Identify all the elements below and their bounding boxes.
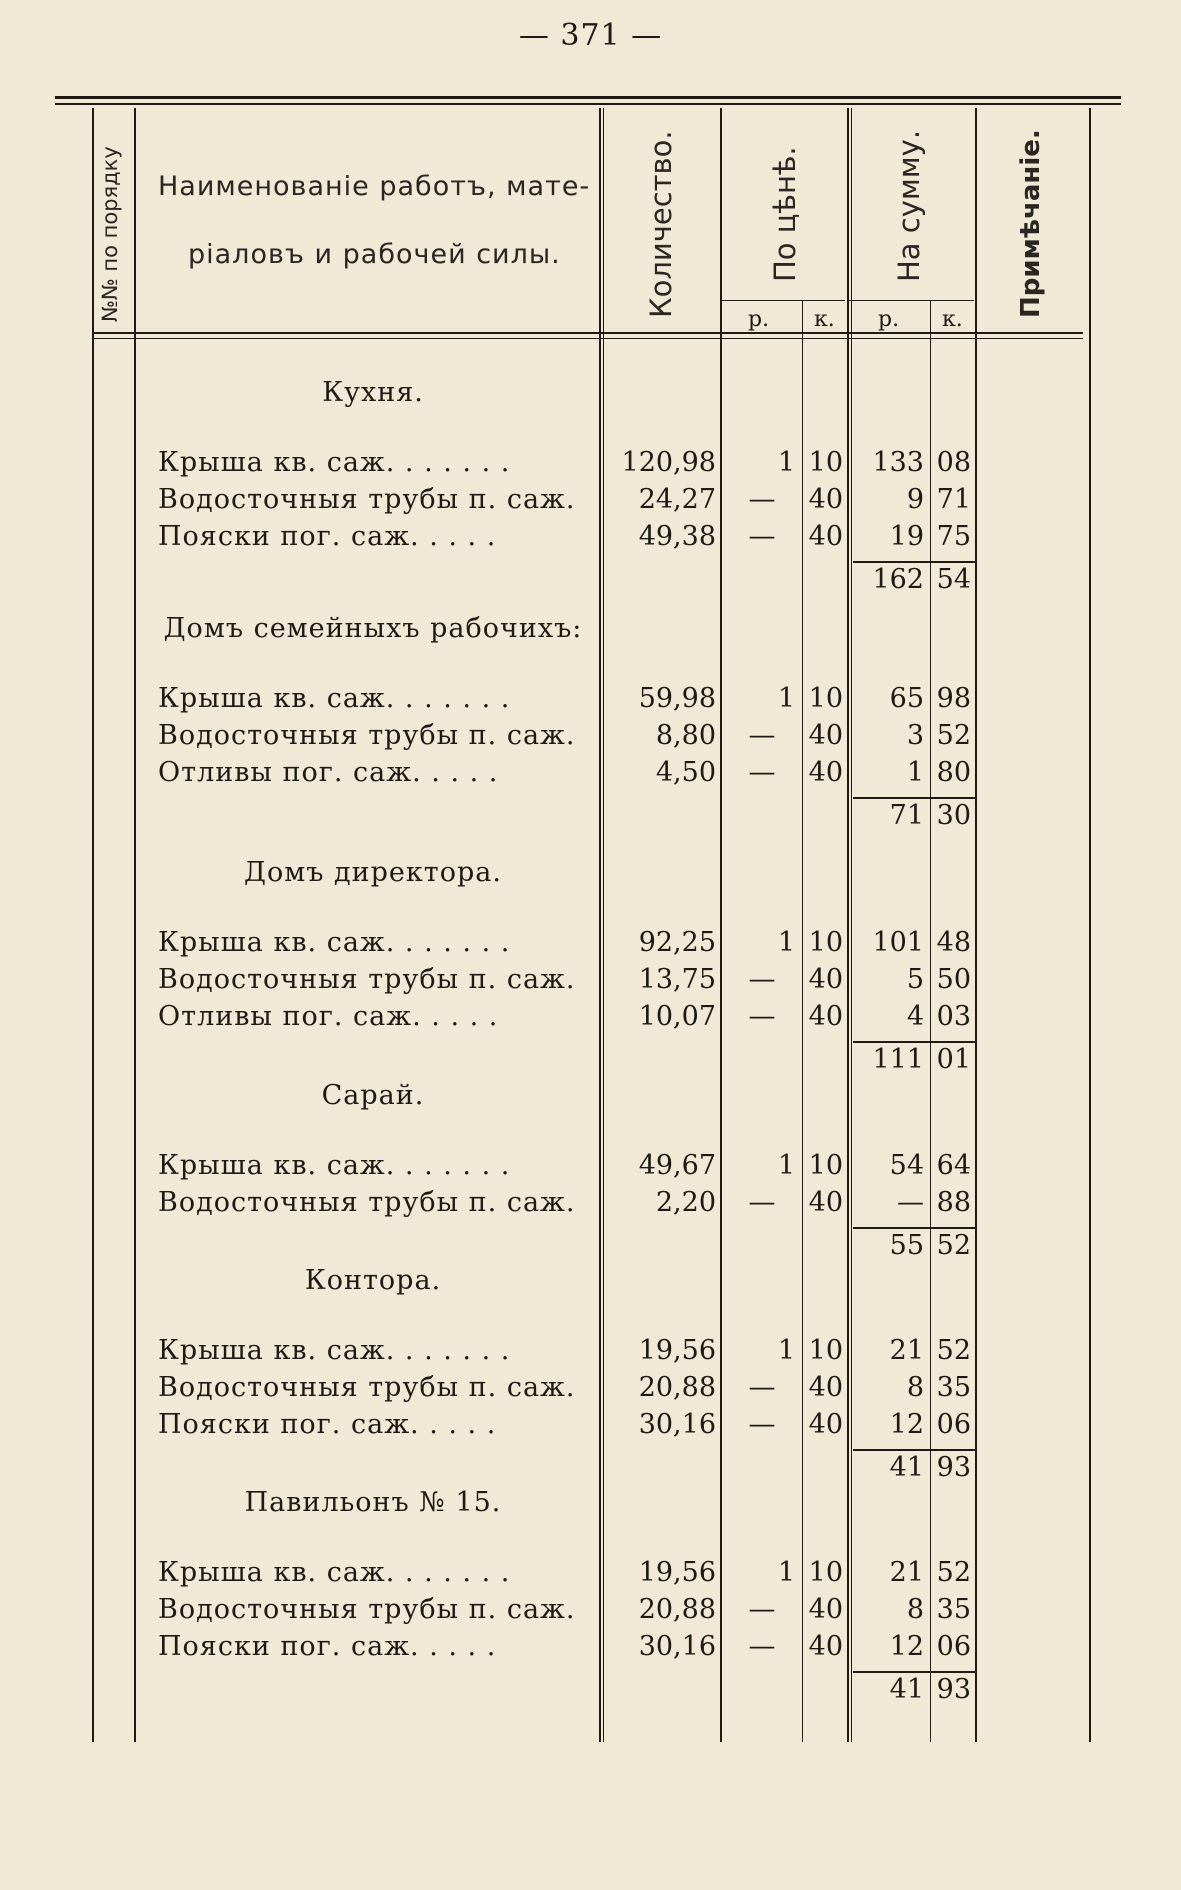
item-sum-kop: 08 bbox=[936, 447, 971, 478]
item-sum-kop: 52 bbox=[936, 1557, 971, 1588]
item-sum-kop: 35 bbox=[936, 1372, 971, 1403]
item-price-rub: — bbox=[748, 484, 776, 515]
section-title: Павильонъ № 15. bbox=[244, 1487, 502, 1518]
item-qty: 59,98 bbox=[638, 683, 716, 714]
item-price-rub: — bbox=[748, 1631, 776, 1662]
vline-left bbox=[92, 108, 94, 1742]
item-name: Крыша кв. саж. . . . . . . bbox=[158, 447, 511, 478]
item-price-kop: 40 bbox=[808, 757, 843, 788]
item-name: Отливы пог. саж. . . . . bbox=[158, 757, 499, 788]
item-sum-kop: 52 bbox=[936, 720, 971, 751]
item-price-kop: 40 bbox=[808, 484, 843, 515]
item-sum-rub: 8 bbox=[906, 1594, 924, 1625]
item-name: Водосточныя трубы п. саж. bbox=[158, 484, 576, 515]
item-qty: 120,98 bbox=[621, 447, 716, 478]
top-rule bbox=[55, 96, 1121, 99]
item-sum-rub: 19 bbox=[889, 521, 924, 552]
item-name: Водосточныя трубы п. саж. bbox=[158, 1372, 576, 1403]
item-price-kop: 10 bbox=[808, 683, 843, 714]
subtotal-kop: 30 bbox=[936, 800, 971, 831]
section-title: Кухня. bbox=[322, 377, 424, 408]
item-name: Водосточныя трубы п. саж. bbox=[158, 964, 576, 995]
item-qty: 2,20 bbox=[655, 1187, 716, 1218]
item-sum-rub: 12 bbox=[889, 1631, 924, 1662]
item-sum-rub: 65 bbox=[889, 683, 924, 714]
vline-name-2 bbox=[603, 108, 604, 1742]
item-qty: 49,67 bbox=[638, 1150, 716, 1181]
subtotal-rub: 41 bbox=[889, 1452, 924, 1483]
item-sum-kop: 06 bbox=[936, 1631, 971, 1662]
item-sum-kop: 35 bbox=[936, 1594, 971, 1625]
item-sum-kop: 88 bbox=[936, 1187, 971, 1218]
col-sum-header: На сумму. bbox=[892, 129, 926, 282]
item-price-rub: — bbox=[748, 964, 776, 995]
item-qty: 49,38 bbox=[638, 521, 716, 552]
item-price-rub: — bbox=[748, 1187, 776, 1218]
item-price-kop: 10 bbox=[808, 1335, 843, 1366]
item-price-rub: — bbox=[748, 521, 776, 552]
subtotal-rub: 111 bbox=[872, 1044, 924, 1075]
item-sum-rub: 4 bbox=[906, 1001, 924, 1032]
item-name: Пояски пог. саж. . . . . bbox=[158, 1409, 497, 1440]
price-kop-label: к. bbox=[814, 307, 835, 332]
section-title: Домъ семейныхъ рабочихъ: bbox=[163, 613, 583, 644]
page-number: — 371 — bbox=[518, 18, 663, 53]
item-sum-rub: 101 bbox=[872, 927, 924, 958]
vline-num bbox=[134, 108, 136, 1742]
item-sum-rub: 8 bbox=[906, 1372, 924, 1403]
item-price-kop: 40 bbox=[808, 1631, 843, 1662]
item-price-kop: 40 bbox=[808, 1372, 843, 1403]
item-sum-kop: 50 bbox=[936, 964, 971, 995]
item-sum-kop: 71 bbox=[936, 484, 971, 515]
col-num-header: №№ по порядку bbox=[98, 146, 122, 322]
item-sum-kop: 48 bbox=[936, 927, 971, 958]
subtotal-rule bbox=[853, 1227, 975, 1229]
item-name: Пояски пог. саж. . . . . bbox=[158, 521, 497, 552]
vline-price bbox=[847, 108, 849, 1742]
section-title: Сарай. bbox=[321, 1080, 425, 1111]
item-qty: 13,75 bbox=[638, 964, 716, 995]
price-rub-label: р. bbox=[748, 307, 770, 332]
price-subrule bbox=[722, 300, 845, 301]
subtotal-rule bbox=[853, 1041, 975, 1043]
item-qty: 30,16 bbox=[638, 1409, 716, 1440]
item-name: Водосточныя трубы п. саж. bbox=[158, 1187, 576, 1218]
col-name-header-1: Наименованіе работъ, мате- bbox=[158, 171, 591, 202]
item-price-kop: 10 bbox=[808, 1150, 843, 1181]
item-price-kop: 40 bbox=[808, 1187, 843, 1218]
sum-kop-label: к. bbox=[942, 307, 963, 332]
item-price-rub: 1 bbox=[777, 1150, 795, 1181]
item-name: Крыша кв. саж. . . . . . . bbox=[158, 927, 511, 958]
item-name: Крыша кв. саж. . . . . . . bbox=[158, 683, 511, 714]
item-qty: 20,88 bbox=[638, 1372, 716, 1403]
item-price-rub: 1 bbox=[777, 447, 795, 478]
vline-right bbox=[1089, 108, 1091, 1742]
item-name: Крыша кв. саж. . . . . . . bbox=[158, 1557, 511, 1588]
item-name: Пояски пог. саж. . . . . bbox=[158, 1631, 497, 1662]
item-qty: 24,27 bbox=[638, 484, 716, 515]
item-sum-rub: 133 bbox=[872, 447, 924, 478]
header-rule bbox=[93, 332, 1083, 334]
subtotal-kop: 54 bbox=[936, 564, 971, 595]
subtotal-rub: 55 bbox=[889, 1230, 924, 1261]
item-price-kop: 40 bbox=[808, 720, 843, 751]
subtotal-rub: 71 bbox=[889, 800, 924, 831]
item-price-kop: 40 bbox=[808, 964, 843, 995]
item-qty: 20,88 bbox=[638, 1594, 716, 1625]
item-sum-kop: 80 bbox=[936, 757, 971, 788]
item-price-rub: — bbox=[748, 1594, 776, 1625]
item-qty: 4,50 bbox=[655, 757, 716, 788]
vline-qty bbox=[720, 108, 722, 1742]
sum-subrule bbox=[849, 300, 974, 301]
item-price-kop: 40 bbox=[808, 1409, 843, 1440]
item-price-rub: 1 bbox=[777, 683, 795, 714]
item-sum-rub: 9 bbox=[906, 484, 924, 515]
col-note-header: Примѣчаніе. bbox=[1016, 129, 1046, 318]
item-name: Водосточныя трубы п. саж. bbox=[158, 720, 576, 751]
sum-rub-label: р. bbox=[878, 307, 900, 332]
item-price-kop: 10 bbox=[808, 927, 843, 958]
subtotal-kop: 52 bbox=[936, 1230, 971, 1261]
item-sum-rub: 12 bbox=[889, 1409, 924, 1440]
item-sum-rub: — bbox=[897, 1187, 924, 1218]
subtotal-kop: 93 bbox=[936, 1674, 971, 1705]
item-qty: 30,16 bbox=[638, 1631, 716, 1662]
subtotal-rule bbox=[853, 1671, 975, 1673]
item-sum-rub: 21 bbox=[889, 1557, 924, 1588]
col-qty-header: Количество. bbox=[644, 130, 678, 318]
item-qty: 19,56 bbox=[638, 1335, 716, 1366]
item-sum-rub: 1 bbox=[906, 757, 924, 788]
item-price-rub: — bbox=[748, 757, 776, 788]
subtotal-rule bbox=[853, 797, 975, 799]
item-price-kop: 40 bbox=[808, 1594, 843, 1625]
item-price-rub: — bbox=[748, 1001, 776, 1032]
item-price-rub: 1 bbox=[777, 1335, 795, 1366]
item-qty: 8,80 bbox=[655, 720, 716, 751]
section-title: Контора. bbox=[304, 1265, 442, 1296]
item-sum-rub: 54 bbox=[889, 1150, 924, 1181]
item-qty: 19,56 bbox=[638, 1557, 716, 1588]
item-sum-kop: 52 bbox=[936, 1335, 971, 1366]
item-sum-kop: 75 bbox=[936, 521, 971, 552]
item-sum-rub: 3 bbox=[906, 720, 924, 751]
item-price-rub: — bbox=[748, 1409, 776, 1440]
item-sum-kop: 98 bbox=[936, 683, 971, 714]
vline-sum bbox=[975, 108, 977, 1742]
top-rule-thin bbox=[55, 103, 1121, 105]
subtotal-rule bbox=[853, 1449, 975, 1451]
subtotal-kop: 93 bbox=[936, 1452, 971, 1483]
item-sum-kop: 03 bbox=[936, 1001, 971, 1032]
item-price-rub: 1 bbox=[777, 927, 795, 958]
item-price-rub: — bbox=[748, 720, 776, 751]
item-price-kop: 40 bbox=[808, 521, 843, 552]
item-name: Водосточныя трубы п. саж. bbox=[158, 1594, 576, 1625]
item-name: Крыша кв. саж. . . . . . . bbox=[158, 1335, 511, 1366]
item-price-rub: 1 bbox=[777, 1557, 795, 1588]
item-sum-rub: 5 bbox=[906, 964, 924, 995]
item-name: Крыша кв. саж. . . . . . . bbox=[158, 1150, 511, 1181]
col-price-header: По цѣнѣ. bbox=[768, 146, 802, 282]
vline-name bbox=[599, 108, 601, 1742]
item-price-rub: — bbox=[748, 1372, 776, 1403]
section-title: Домъ директора. bbox=[244, 857, 502, 888]
item-name: Отливы пог. саж. . . . . bbox=[158, 1001, 499, 1032]
subtotal-rub: 162 bbox=[872, 564, 924, 595]
subtotal-rule bbox=[853, 561, 975, 563]
col-name-header-2: ріаловъ и рабочей силы. bbox=[188, 239, 561, 270]
item-qty: 92,25 bbox=[638, 927, 716, 958]
item-sum-rub: 21 bbox=[889, 1335, 924, 1366]
subtotal-kop: 01 bbox=[936, 1044, 971, 1075]
item-price-kop: 10 bbox=[808, 447, 843, 478]
item-price-kop: 10 bbox=[808, 1557, 843, 1588]
header-rule-thin bbox=[93, 338, 1083, 339]
subtotal-rub: 41 bbox=[889, 1674, 924, 1705]
item-sum-kop: 06 bbox=[936, 1409, 971, 1440]
vline-price-2 bbox=[851, 108, 852, 1742]
item-price-kop: 40 bbox=[808, 1001, 843, 1032]
item-sum-kop: 64 bbox=[936, 1150, 971, 1181]
item-qty: 10,07 bbox=[638, 1001, 716, 1032]
